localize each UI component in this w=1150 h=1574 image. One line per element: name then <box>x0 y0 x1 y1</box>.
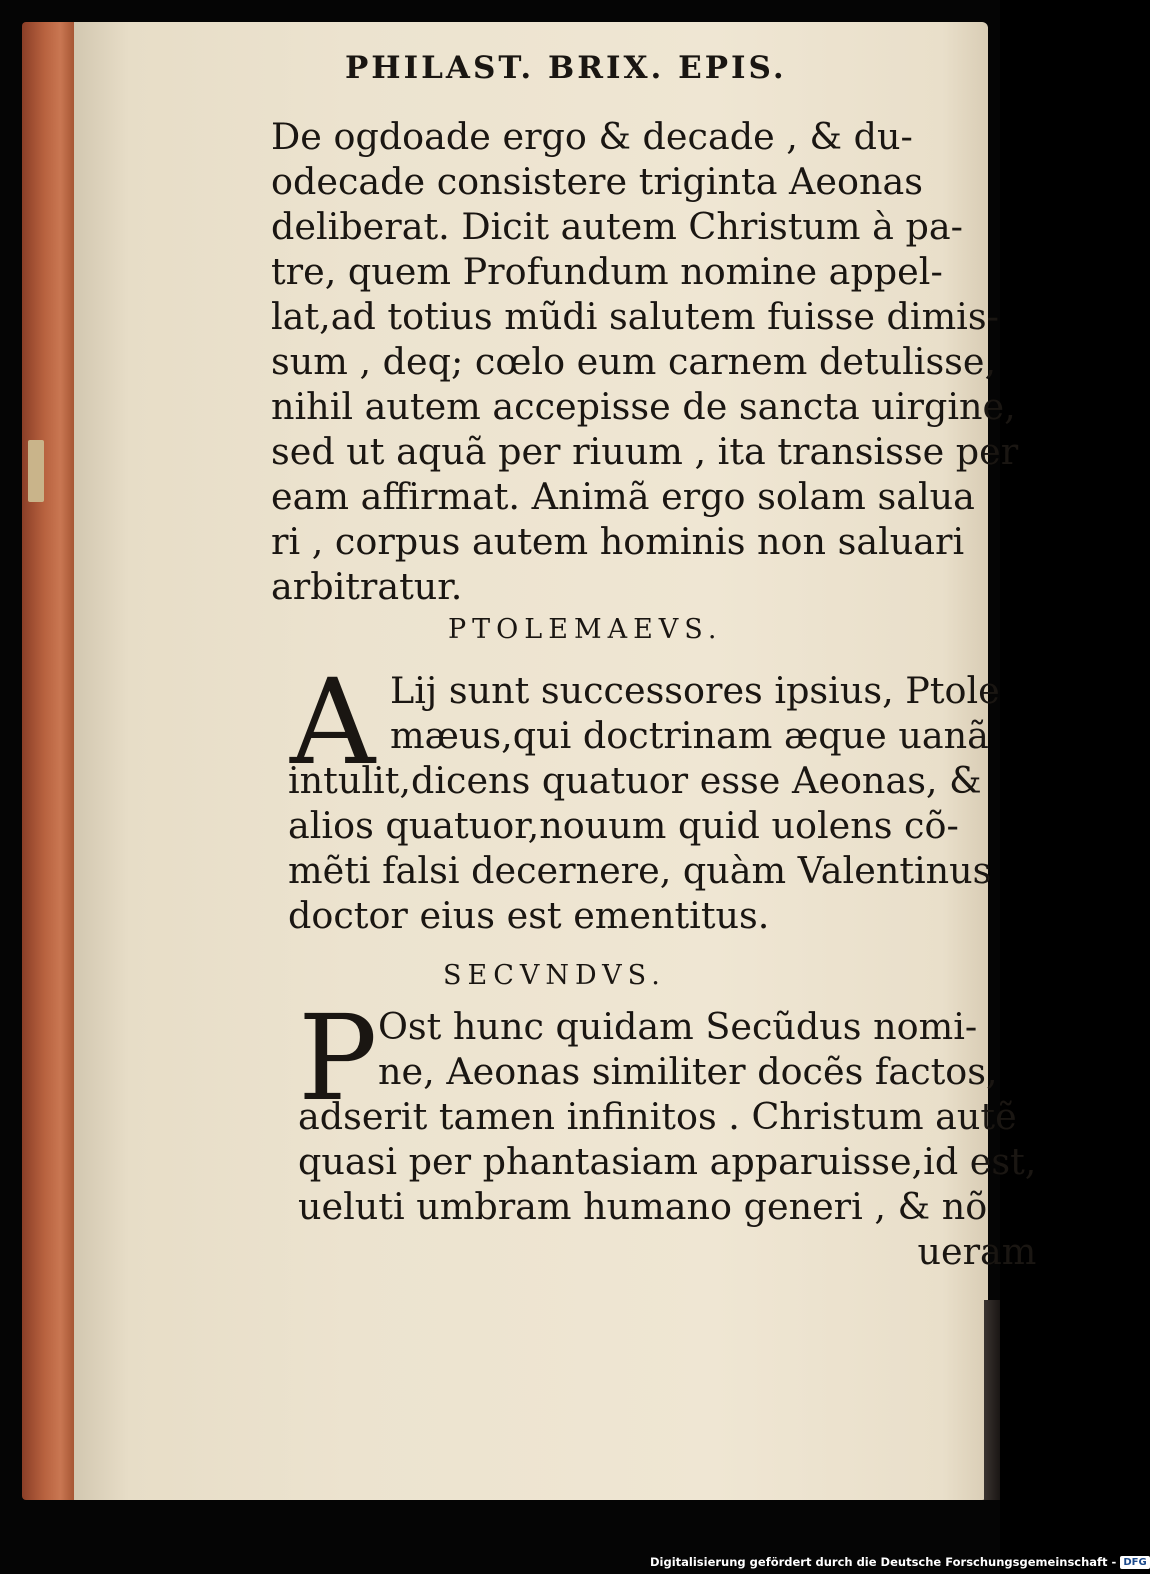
text-line: De ogdoade ergo & decade , & du- <box>271 115 913 158</box>
book-clasp <box>28 440 44 502</box>
text-line: Ost hunc quidam Secũdus nomi- <box>378 1005 978 1048</box>
text-line: arbitratur. <box>271 565 463 608</box>
text-line: doctor eius est ementitus. <box>288 894 770 937</box>
text-line: eam affirmat. Animã ergo solam salua <box>271 475 975 518</box>
dfg-logo-icon: DFG <box>1120 1556 1149 1569</box>
drop-cap: P <box>298 989 378 1127</box>
text-line: lat,ad totius mũdi salutem fuisse dimis- <box>271 295 999 338</box>
text-line: nihil autem accepisse de sancta uirgine, <box>271 385 1016 428</box>
section-heading-secundus: SECVNDVS. <box>443 960 666 991</box>
text-line: alios quatuor,nouum quid uolens cõ- <box>288 804 959 847</box>
text-line: ne, Aeonas similiter docẽs factos, <box>378 1050 998 1093</box>
text-line: quasi per phantasiam apparuisse,id est, <box>298 1140 1037 1183</box>
catchword: ueram <box>917 1230 1037 1273</box>
text-line: odecade consistere triginta Aeonas <box>271 160 923 203</box>
digitization-footer <box>650 1552 1147 1572</box>
text-line: mæus,qui doctrinam æque uanã <box>390 714 989 757</box>
section-1-body <box>271 114 1018 609</box>
text-line: sed ut aquã per riuum , ita transisse per <box>271 430 1019 473</box>
drop-cap: A <box>290 653 376 791</box>
footer-credit: Digitalisierung gefördert durch die Deutsche Forschungsgemeinschaft - <box>650 1555 1117 1569</box>
text-line: ri , corpus autem hominis non saluari <box>271 520 965 563</box>
text-line: deliberat. Dicit autem Christum à pa- <box>271 205 963 248</box>
text-line: tre, quem Profundum nomine appel- <box>271 250 943 293</box>
text-line: mẽti falsi decernere, quàm Valentinus <box>288 849 992 892</box>
text-line: intulit,dicens quatuor esse Aeonas, & <box>288 759 982 802</box>
text-line: ueluti umbram humano generi , & nõ <box>298 1185 988 1228</box>
section-2-body <box>288 653 1000 938</box>
page-shadow <box>984 1300 1000 1500</box>
text-line: adserit tamen infinitos . Christum autẽ <box>298 1095 1017 1138</box>
running-head: PHILAST. BRIX. EPIS. <box>345 50 787 86</box>
section-heading-ptolemaeus: PTOLEMAEVS. <box>448 614 723 645</box>
section-3-body <box>298 989 1037 1274</box>
text-line: Lij sunt successores ipsius, Ptole <box>390 669 1000 712</box>
text-line: sum , deq; cœlo eum carnem detulisse, <box>271 340 997 383</box>
